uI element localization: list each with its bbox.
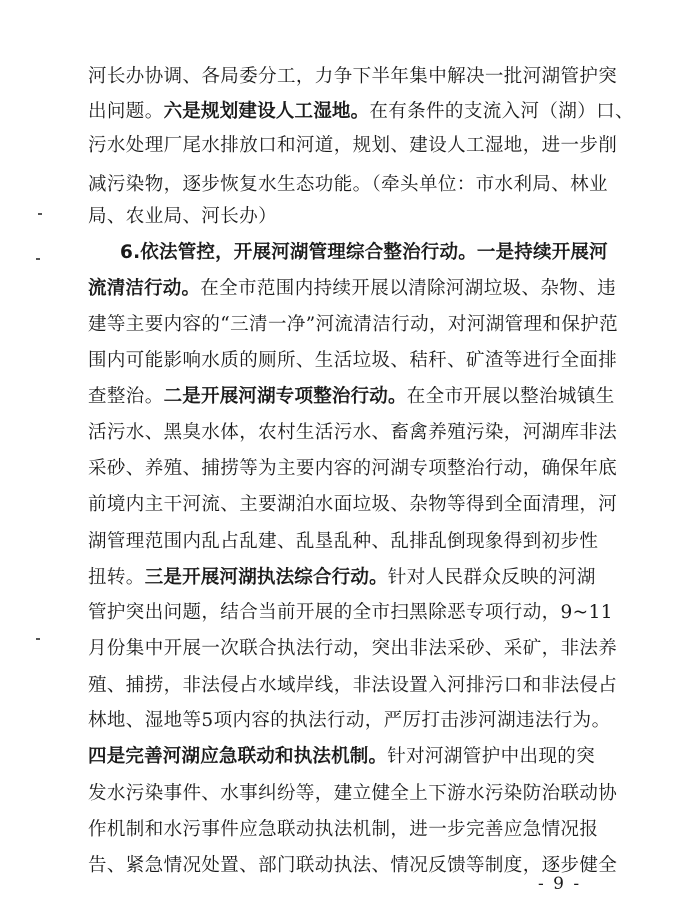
scan-mark bbox=[38, 213, 42, 215]
text-line bbox=[88, 170, 608, 200]
text-line bbox=[88, 742, 595, 772]
scan-mark bbox=[36, 258, 40, 260]
body-text: 在全市范围内持续开展以清除河湖垃圾、杂物、违 bbox=[200, 278, 617, 299]
text-line bbox=[88, 815, 598, 845]
body-text: 在全市开展以整治城镇生 bbox=[406, 386, 615, 407]
text-line bbox=[88, 274, 616, 304]
body-text: 扭转。 bbox=[88, 567, 145, 588]
text-line bbox=[88, 527, 598, 557]
text-line bbox=[88, 454, 617, 484]
text-line bbox=[88, 671, 617, 701]
text-line bbox=[88, 310, 618, 340]
body-text: 局、农业局、河长办） bbox=[88, 206, 278, 227]
body-text: 在有条件的支流入河（湖）口、 bbox=[369, 101, 634, 122]
body-text: 出问题。 bbox=[88, 101, 164, 122]
body-text: 减污染物，逐步恢复水生态功能。（牵头单位：市水利局、林业 bbox=[88, 174, 608, 195]
bold-heading-text: 6.依法管控，开展河湖管理综合整治行动。一是持续开展河 bbox=[120, 242, 608, 263]
text-line bbox=[88, 706, 610, 736]
body-text: 污水处理厂尾水排放口和河道，规划、建设人工湿地，进一步削 bbox=[88, 135, 618, 156]
text-line bbox=[88, 779, 617, 809]
body-text: 管护突出问题，结合当前开展的全市扫黑除恶专项行动，9~11 bbox=[88, 602, 613, 623]
body-text: 前境内主干河流、主要湖泊水面垃圾、杂物等得到全面清理，河 bbox=[88, 494, 618, 515]
body-text: 作机制和水污事件应急联动执法机制，进一步完善应急情况报 bbox=[88, 819, 599, 840]
text-line bbox=[88, 382, 615, 412]
body-text: 查整治。 bbox=[88, 386, 164, 407]
text-line bbox=[88, 62, 617, 92]
body-text: 殖、捕捞，非法侵占水域岸线，非法设置入河排污口和非法侵占 bbox=[88, 675, 618, 696]
bold-heading-text: 四是完善河湖应急联动和执法机制。 bbox=[88, 746, 388, 767]
body-text: 月份集中开展一次联合执法行动，突出非法采砂、采矿，非法养 bbox=[88, 638, 618, 659]
body-text: 围内可能影响水质的厕所、生活垃圾、秸秆、矿渣等进行全面排 bbox=[88, 350, 618, 371]
body-text: 湖管理范围内乱占乱建、乱垦乱种、乱排乱倒现象得到初步性 bbox=[88, 531, 599, 552]
text-line bbox=[88, 131, 617, 161]
body-text: 发水污染事件、水事纠纷等，建立健全上下游水污染防治联动协 bbox=[88, 783, 618, 804]
text-line bbox=[88, 97, 634, 127]
text-line bbox=[88, 563, 596, 593]
body-text: 建等主要内容的“三清一净”河流清洁行动，对河湖管理和保护范 bbox=[88, 314, 619, 335]
bold-heading-text: 流清洁行动。 bbox=[88, 278, 201, 299]
text-line bbox=[88, 202, 277, 232]
body-text: 林地、湿地等5项内容的执法行动，严厉打击涉河湖违法行为。 bbox=[88, 710, 611, 731]
page-number: - 9 - bbox=[538, 874, 582, 894]
text-line bbox=[88, 598, 613, 628]
body-text: 针对河湖管护中出现的突 bbox=[387, 746, 596, 767]
bold-heading-text: 二是开展河湖专项整治行动。 bbox=[163, 386, 407, 407]
text-line bbox=[120, 238, 608, 268]
bold-heading-text: 六是规划建设人工湿地。 bbox=[163, 101, 370, 122]
bold-heading-text: 三是开展河湖执法综合行动。 bbox=[144, 567, 388, 588]
body-text: 河长办协调、各局委分工，力争下半年集中解决一批河湖管护突 bbox=[88, 66, 618, 87]
text-line bbox=[88, 490, 617, 520]
body-text: 活污水、黑臭水体，农村生活污水、畜禽养殖污染，河湖库非法 bbox=[88, 422, 618, 443]
text-line bbox=[88, 418, 617, 448]
body-text: 告、紧急情况处置、部门联动执法、情况反馈等制度，逐步健全 bbox=[88, 855, 618, 876]
scan-mark bbox=[36, 638, 40, 640]
body-text: 针对人民群众反映的河湖 bbox=[387, 567, 596, 588]
text-line bbox=[88, 634, 617, 664]
body-text: 采砂、养殖、捕捞等为主要内容的河湖专项整治行动，确保年底 bbox=[88, 458, 618, 479]
text-line bbox=[88, 346, 617, 376]
